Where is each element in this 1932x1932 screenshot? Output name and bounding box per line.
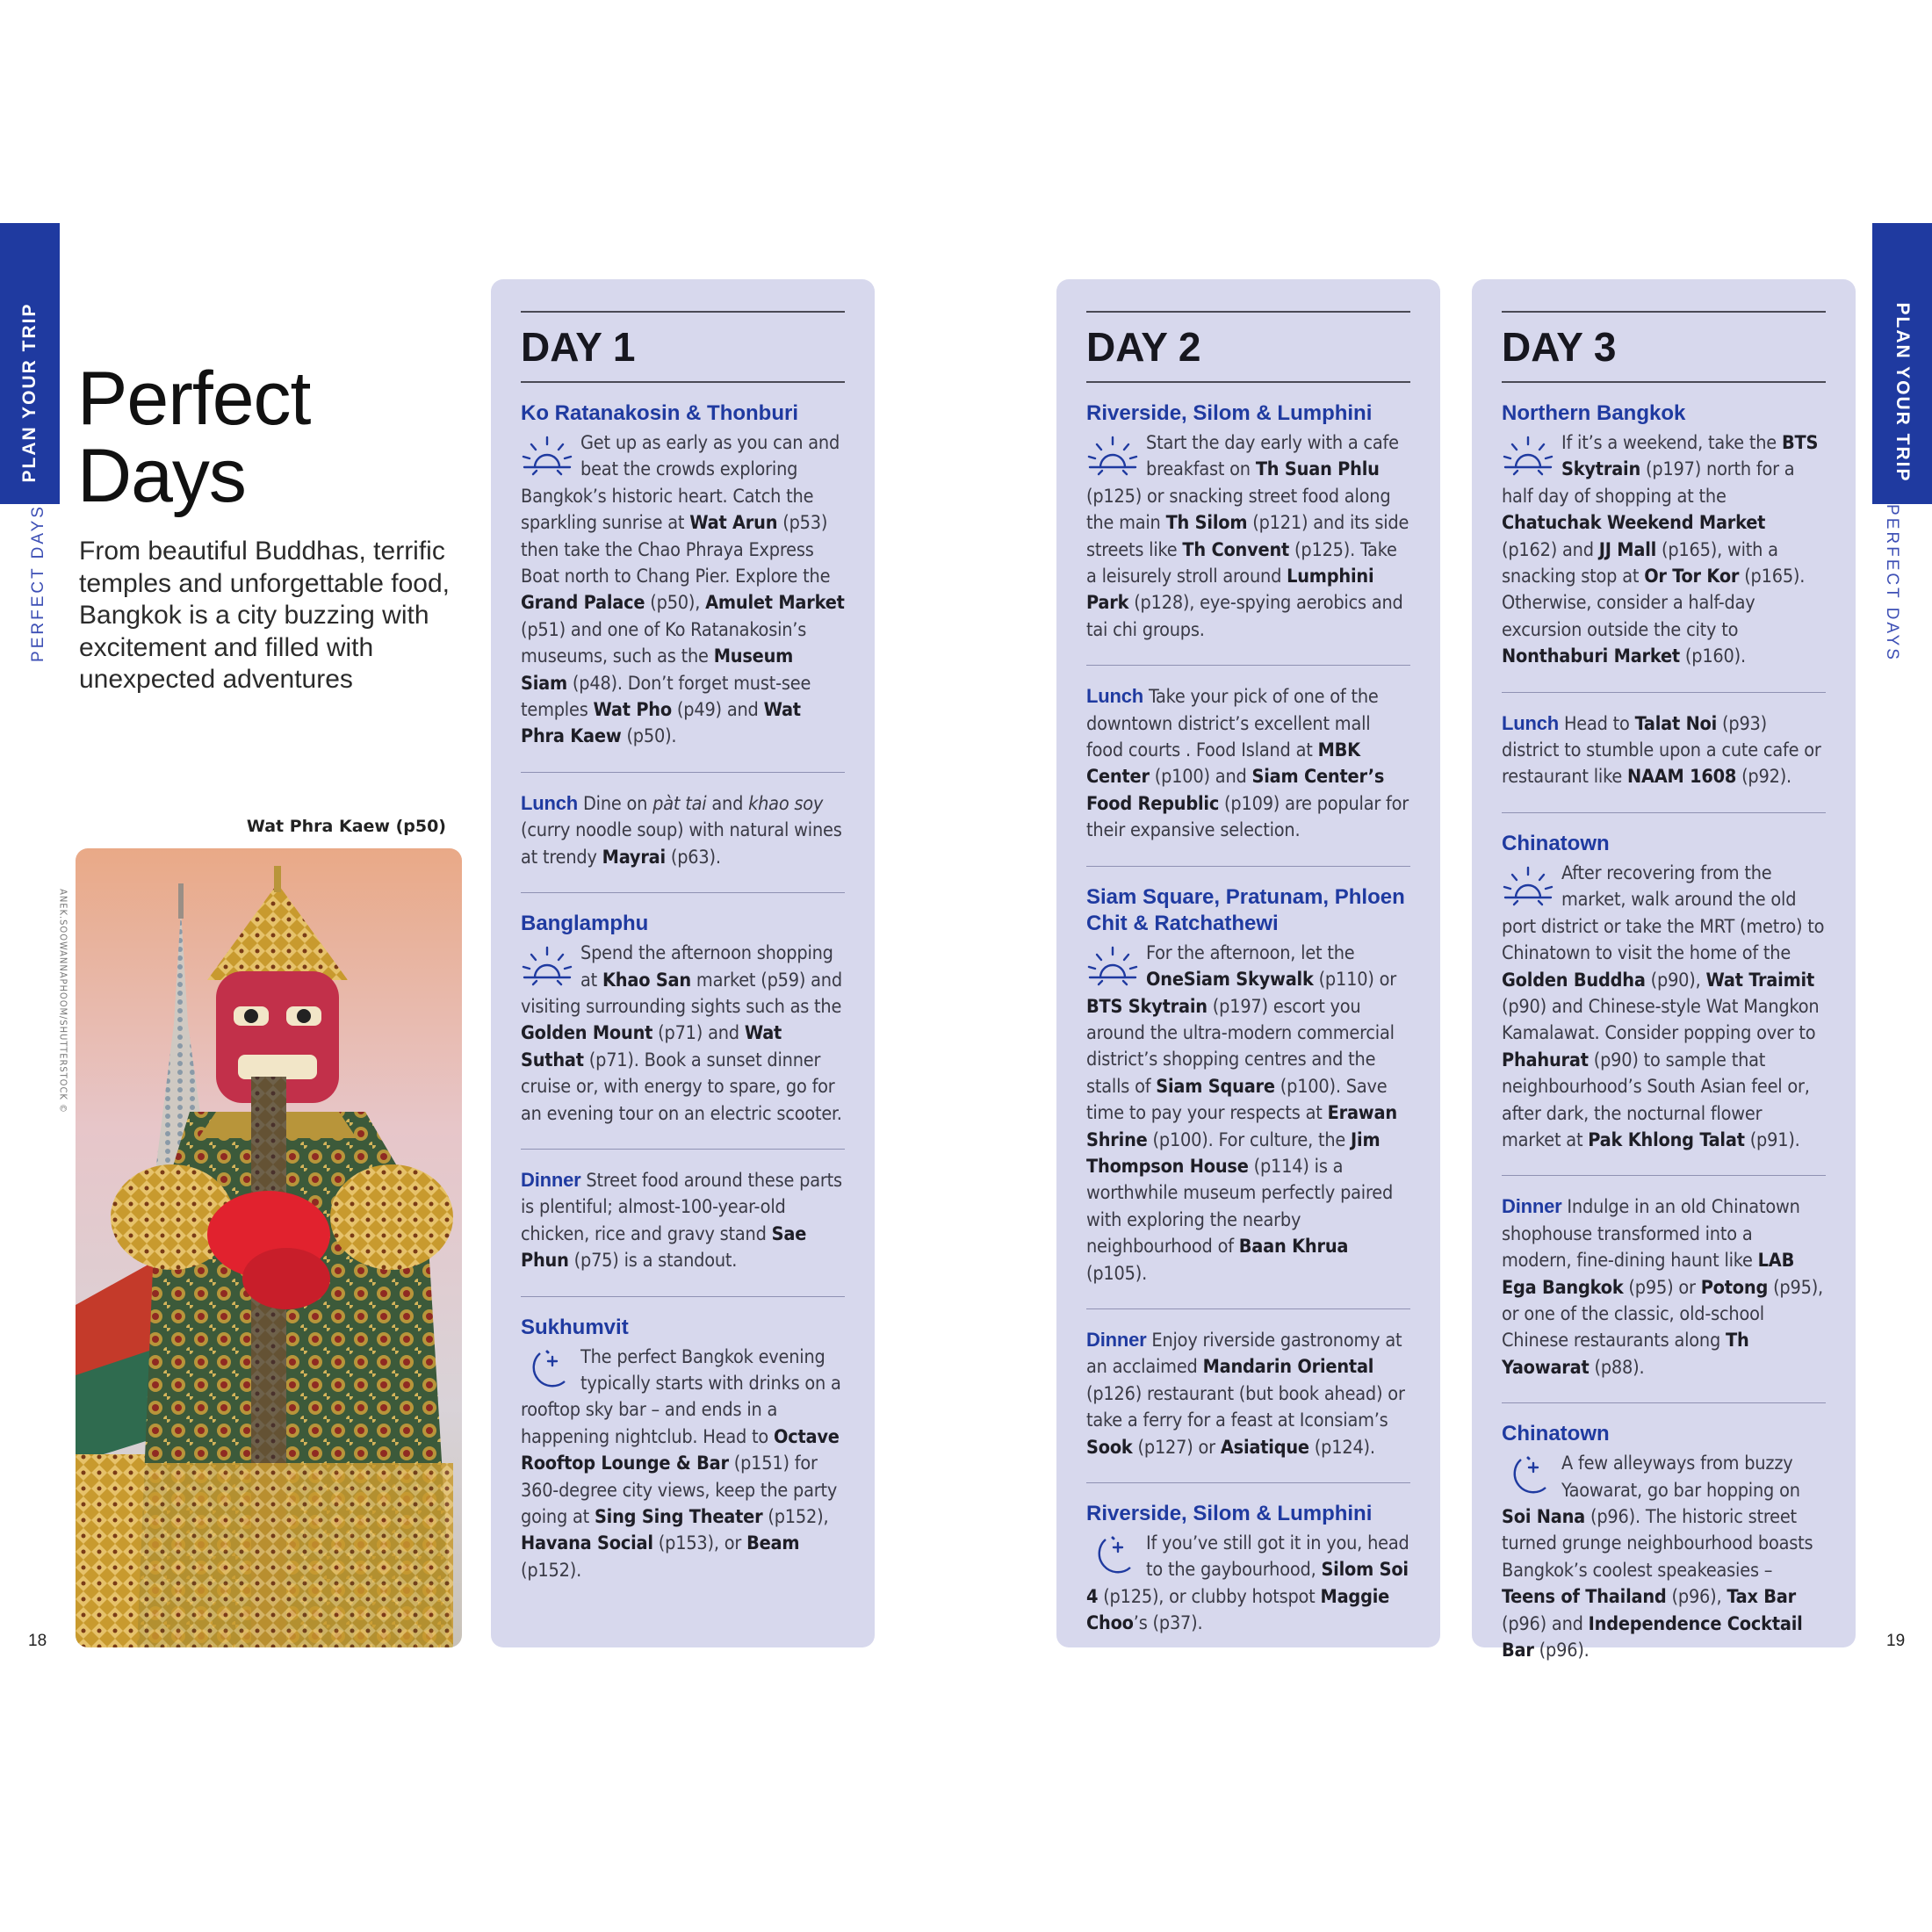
day-section (1502, 693, 1826, 813)
day-sections (1086, 383, 1410, 1659)
day-section (521, 893, 845, 1150)
place-name: Wat Suthat (521, 1022, 782, 1071)
section-text: Lunch Head to Talat Noi (p93) district to stumble upon a cute cafe or restaurant like NAAM 1608 (p92). (1502, 711, 1821, 789)
section-text: For the afternoon, let the OneSiam Skywalk (p110) or BTS Skytrain (p197) escort you around the ultra-modern commercial district’s shopping centres and the stalls of Siam Square (p100). Save time to pay your respects at Erawan Shrine (p100). For culture, the Jim Thompson House (p114) is a worthwhile museum perfectly paired with exploring the nearby neighbourhood of Baan Khrua (p105). (1086, 941, 1397, 1285)
place-name: Th Silom (1165, 512, 1248, 535)
section-text: Get up as early as you can and beat the crowds exploring Bangkok’s historic heart. Catch the sparkling sunrise at Wat Arun (p53) then take the Chao Phraya Express Boat north to Chang Pier. Explore the Grand Palace (p50), Amulet Market (p51) and one of Ko Ratanakosin’s museums, such as the Museum Siam (p48). Don’t forget must-see temples Wat Pho (p49) and Wat Phra Kaew (p50). (521, 432, 845, 748)
section-text: Spend the afternoon shopping at Khao San market (p59) and visiting surrounding sights such as the Golden Mount (p71) and Wat Suthat (p71). Book a sunset dinner cruise or, with energy to spare, go for an evening tour on an electric scooter. (521, 942, 842, 1125)
dish-name: khao soy (748, 792, 824, 815)
place-name: Wat Phra Kaew (521, 699, 801, 748)
side-tab-label-left: PLAN YOUR TRIP (19, 302, 40, 483)
sun-icon (1502, 862, 1554, 910)
place-name: Talat Noi (1634, 712, 1718, 735)
place-name: Teens of Thailand (1502, 1586, 1667, 1609)
section-heading: Northern Bangkok (1502, 401, 1686, 425)
sun-icon (1086, 432, 1139, 479)
place-name: Silom Soi 4 (1086, 1559, 1409, 1608)
meal-label: Dinner (521, 1168, 581, 1191)
place-name: LAB Ega Bangkok (1502, 1250, 1795, 1299)
place-name: Mayrai (602, 846, 666, 869)
day-section (1086, 666, 1410, 866)
place-name: Soi Nana (1502, 1506, 1586, 1528)
place-name: Lumphini Park (1086, 566, 1374, 615)
sun-icon (1502, 432, 1554, 479)
section-text: Lunch Dine on pàt tai and khao soy (curry noodle soup) with natural wines at trendy Mayrai (p63). (521, 791, 842, 869)
moon-icon (1086, 1532, 1139, 1580)
place-name: Golden Mount (521, 1022, 653, 1045)
place-name: Beam (746, 1532, 800, 1555)
day-sections (521, 383, 845, 1605)
temple-guardian-photo (76, 848, 462, 1647)
intro-paragraph: From beautiful Buddhas, terrific temples and unforgettable food, Bangkok is a city buzzing with excitement and filled with unexpected adventures (79, 537, 450, 694)
sun-icon (521, 942, 573, 990)
day-section (521, 1297, 845, 1606)
place-name: Siam Square (1156, 1075, 1275, 1098)
section-text: Dinner Street food around these parts is plentiful; almost-100-year-old chicken, rice and gravy stand Sae Phun (p75) is a standout. (521, 1168, 842, 1272)
place-name: Maggie Choo (1086, 1585, 1390, 1635)
dish-name: pàt tai (652, 792, 707, 815)
day-section (1502, 1176, 1826, 1403)
section-text: Start the day early with a cafe breakfast on Th Suan Phlu (p125) or snacking street food along the main Th Silom (p121) and its side streets like Th Convent (p125). Take a leisurely stroll around Lumphini Park (p128), eye-spying aerobics and tai chi groups. (1086, 432, 1409, 641)
day-section (1502, 1403, 1826, 1685)
place-name: Chatuchak Weekend Market (1502, 512, 1766, 535)
section-heading: Siam Square, Pratunam, Phloen Chit & Ratchathewi (1086, 884, 1405, 935)
place-name: Mandarin Oriental (1202, 1356, 1374, 1379)
place-name: Potong (1700, 1276, 1769, 1299)
place-name: Sae Phun (521, 1222, 807, 1272)
page-number-left: 18 (28, 1632, 47, 1650)
page-title-line2: Days (77, 434, 246, 518)
day-sections (1502, 383, 1826, 1685)
meal-label: Lunch (1502, 711, 1559, 734)
place-name: Wat Traimit (1705, 969, 1814, 991)
section-heading: Riverside, Silom & Lumphini (1086, 1502, 1373, 1525)
place-name: BTS Skytrain (1086, 995, 1208, 1018)
section-heading: Ko Ratanakosin & Thonburi (521, 401, 799, 425)
day-section (1086, 1483, 1410, 1659)
place-name: Siam Center’s Food Republic (1086, 766, 1385, 815)
place-name: Asiatique (1220, 1436, 1309, 1459)
day-title: DAY 1 (521, 313, 845, 383)
section-text: Dinner Enjoy riverside gastronomy at an acclaimed Mandarin Oriental (p126) restaurant (but book ahead) or take a ferry for a feast at Iconsiam’s Sook (p127) or Asiatique (p124). (1086, 1328, 1405, 1459)
place-name: Amulet Market (705, 592, 845, 615)
place-name: Th Yaowarat (1502, 1330, 1749, 1379)
day-title: DAY 2 (1086, 313, 1410, 383)
day-card-1 (491, 279, 875, 1647)
section-text: If you’ve still got it in you, head to the gaybourhood, Silom Soi 4 (p125), or clubby hotspot Maggie Choo’s (p37). (1086, 1532, 1409, 1635)
section-label-right: PERFECT DAYS (1883, 504, 1901, 662)
place-name: Th Suan Phlu (1255, 458, 1380, 481)
meal-label: Lunch (521, 791, 578, 814)
place-name: OneSiam Skywalk (1146, 969, 1314, 991)
place-name: Sing Sing Theater (594, 1506, 763, 1528)
section-text: Dinner Indulge in an old Chinatown shophouse transformed into a modern, fine-dining haunt like LAB Ega Bangkok (p95) or Potong (p95), or one of the classic, old-school Chinese restaurants along Th Yaowarat (p88). (1502, 1195, 1823, 1379)
page-title-line1: Perfect (77, 357, 311, 441)
sun-icon (1086, 942, 1139, 990)
day-section (521, 383, 845, 773)
meal-label: Lunch (1086, 685, 1143, 708)
place-name: Tax Bar (1727, 1586, 1796, 1609)
place-name: Baan Khrua (1238, 1236, 1349, 1258)
place-name: Khao San (602, 969, 691, 991)
meal-label: Dinner (1502, 1195, 1562, 1218)
day-card-3 (1472, 279, 1856, 1662)
day-section (1086, 383, 1410, 666)
day-section (1502, 383, 1826, 693)
section-label-left: PERFECT DAYS (29, 504, 47, 662)
sun-icon (521, 432, 573, 479)
place-name: Wat Pho (593, 699, 672, 722)
photo-caption: Wat Phra Kaew (p50) (246, 817, 446, 836)
place-name: Pak Khlong Talat (1588, 1128, 1745, 1151)
place-name: Erawan Shrine (1086, 1102, 1397, 1151)
section-text: Lunch Take your pick of one of the downtown district’s excellent mall food courts . Food Island at MBK Center (p100) and Siam Center’s Food Republic (p109) are popular for their expansive selection. (1086, 685, 1409, 842)
day-section (521, 1150, 845, 1297)
day-title: DAY 3 (1502, 313, 1826, 383)
place-name: Independence Cocktail Bar (1502, 1612, 1803, 1662)
moon-icon (1502, 1453, 1554, 1500)
place-name: MBK Center (1086, 739, 1360, 789)
place-name: Wat Arun (689, 512, 778, 535)
day-section (1086, 867, 1410, 1309)
place-name: Th Convent (1182, 538, 1290, 561)
page-number-right: 19 (1886, 1632, 1906, 1650)
section-text: If it’s a weekend, take the BTS Skytrain (p197) north for a half day of shopping at the Chatuchak Weekend Market (p162) and JJ Mall (p165), with a snacking stop at Or Tor Kor (p165). Otherwise, consider a half-day excursion outside the city to Nonthaburi Market (p160). (1502, 432, 1819, 668)
place-name: BTS Skytrain (1561, 432, 1819, 481)
day-section (1502, 813, 1826, 1176)
section-heading: Banglamphu (521, 912, 649, 936)
page-title (77, 357, 311, 518)
side-tab-label-right: PLAN YOUR TRIP (1892, 302, 1913, 483)
place-name: JJ Mall (1598, 538, 1657, 561)
place-name: Nonthaburi Market (1502, 645, 1680, 668)
temple-guardian-illustration (76, 848, 462, 1647)
place-name: Golden Buddha (1502, 969, 1646, 991)
section-heading: Riverside, Silom & Lumphini (1086, 401, 1373, 425)
place-name: Havana Social (521, 1532, 653, 1555)
day-card-2 (1056, 279, 1440, 1647)
section-text: After recovering from the market, walk around the old port district or take the MRT (metro) to Chinatown to visit the home of the Golden Buddha (p90), Wat Traimit (p90) and Chinese-style Wat Mangkon Kamalawat. Consider popping over to Phahurat (p90) to sample that neighbourhood’s South Asian feel or, after dark, the nocturnal flower market at Pak Khlong Talat (p91). (1502, 861, 1825, 1151)
section-text: A few alleyways from buzzy Yaowarat, go bar hopping on Soi Nana (p96). The historic street turned grunge neighbourhood boasts Bangkok’s coolest speakeasies – Teens of Thailand (p96), Tax Bar (p96) and Independence Cocktail Bar (p96). (1502, 1453, 1813, 1662)
place-name: NAAM 1608 (1626, 766, 1737, 789)
day-section (1086, 1309, 1410, 1483)
day-section (521, 773, 845, 893)
place-name: Octave Rooftop Lounge & Bar (521, 1425, 840, 1475)
section-heading: Chinatown (1502, 831, 1610, 855)
place-name: Museum Siam (521, 645, 794, 695)
section-text: The perfect Bangkok evening typically starts with drinks on a rooftop sky bar – and ends in a happening nightclub. Head to Octave Rooftop Lounge & Bar (p151) for 360-degree city views, keep the party going at Sing Sing Theater (p152), Havana Social (p153), or Beam (p152). (521, 1345, 841, 1582)
meal-label: Dinner (1086, 1328, 1147, 1351)
place-name: Jim Thompson House (1086, 1128, 1381, 1178)
moon-icon (521, 1346, 573, 1394)
place-name: Or Tor Kor (1644, 566, 1740, 588)
section-heading: Sukhumvit (521, 1315, 629, 1339)
place-name: Sook (1086, 1436, 1133, 1459)
photo-credit: ANEK.SOOWANNAPHOOM/SHUTTERSTOCK © (57, 889, 69, 1114)
section-heading: Chinatown (1502, 1422, 1610, 1446)
place-name: Grand Palace (521, 592, 645, 615)
place-name: Phahurat (1502, 1049, 1589, 1071)
